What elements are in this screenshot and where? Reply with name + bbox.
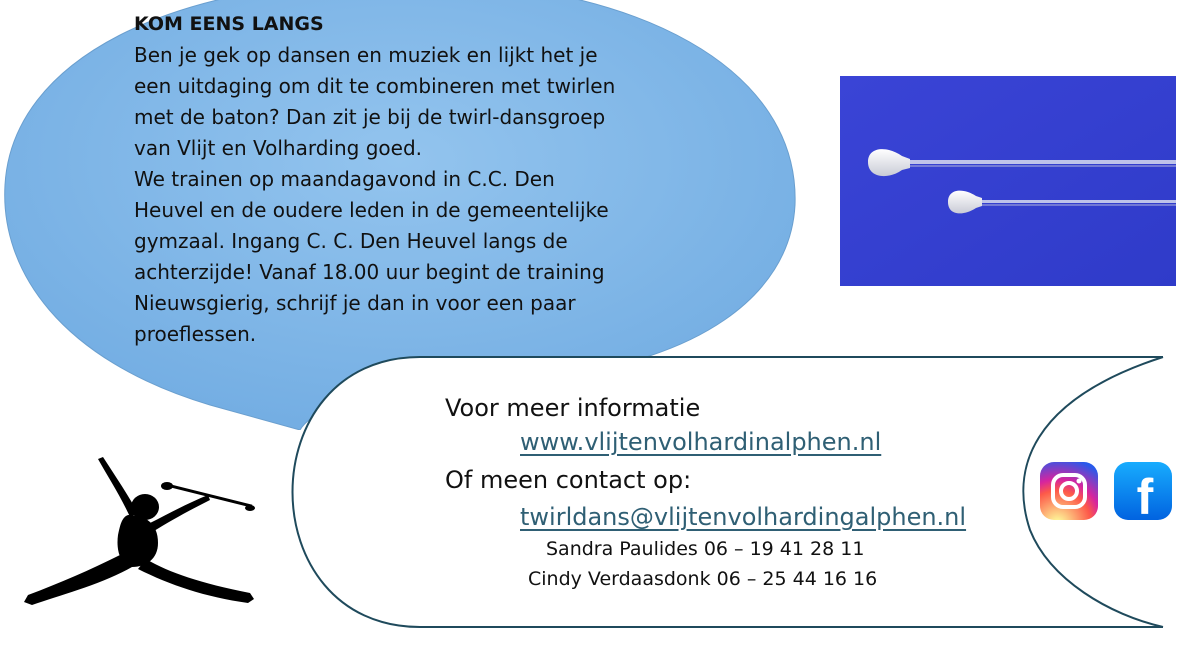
facebook-icon[interactable] xyxy=(1114,462,1172,520)
intro-line: een uitdaging om dit te combineren met twirlen xyxy=(134,74,616,98)
intro-line: Ben je gek op dansen en muziek en lijkt het je xyxy=(134,43,598,67)
intro-line: achterzijde! Vanaf 18.00 uur begint de training xyxy=(134,260,605,284)
intro-text-block xyxy=(134,9,694,350)
more-info-label: Voor meer informatie xyxy=(445,394,701,422)
website-link[interactable]: www.vlijtenvolhardinalphen.nl xyxy=(520,428,882,456)
intro-line: proeflessen. xyxy=(134,322,257,346)
intro-line: van Vlijt en Volharding goed. xyxy=(134,136,423,160)
instagram-icon[interactable] xyxy=(1040,462,1098,520)
intro-line: gymzaal. Ingang C. C. Den Heuvel langs de xyxy=(134,229,568,253)
intro-line: We trainen op maandagavond in C.C. Den xyxy=(134,167,555,191)
baton-photo xyxy=(840,76,1176,286)
dancer-silhouette xyxy=(20,455,260,610)
facebook-letter: f xyxy=(1136,469,1154,520)
contact-cindy: Cindy Verdaasdonk 06 – 25 44 16 16 xyxy=(528,568,878,590)
email-link[interactable]: twirldans@vlijtenvolhardingalphen.nl xyxy=(520,503,967,531)
intro-line: met de baton? Dan zit je bij de twirl-dansgroep xyxy=(134,105,606,129)
contact-sandra: Sandra Paulides 06 – 19 41 28 11 xyxy=(546,538,865,560)
intro-line: Nieuwsgierig, schrijf je dan in voor een paar xyxy=(134,291,576,315)
intro-line: Heuvel en de oudere leden in de gemeentelijke xyxy=(134,198,609,222)
intro-heading: KOM EENS LANGS xyxy=(134,13,324,35)
contact-label: Of meen contact op: xyxy=(445,466,692,494)
